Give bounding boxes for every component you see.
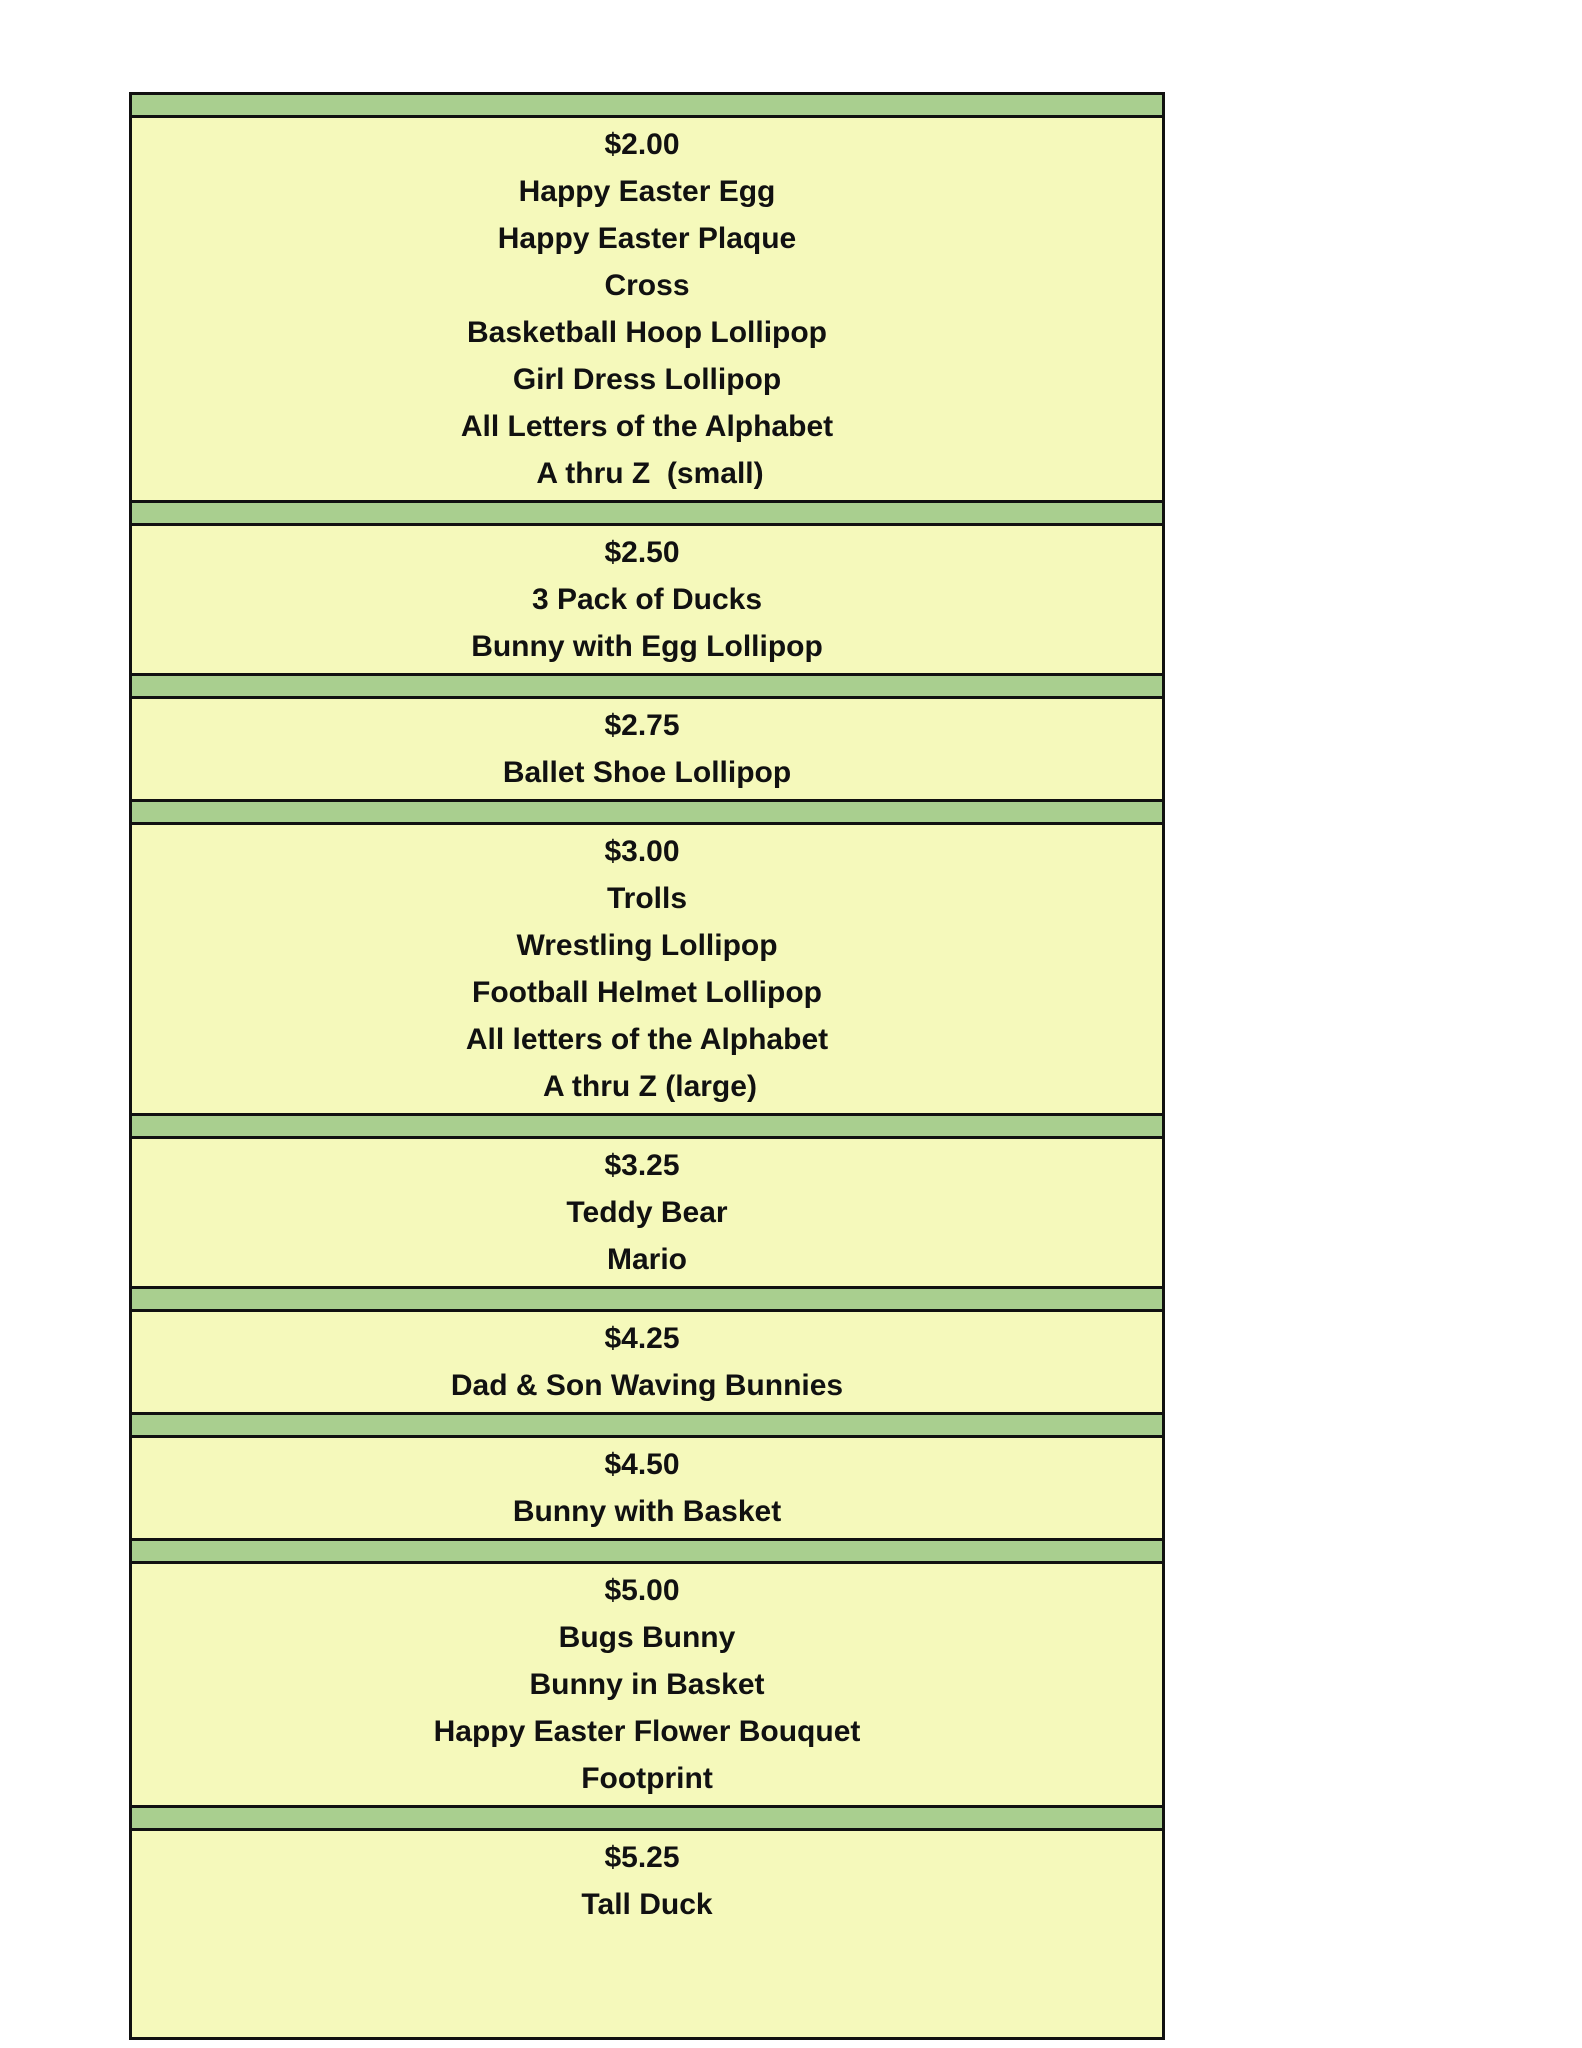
section-divider [132,1541,1162,1564]
item-name: Tall Duck [581,1888,713,1921]
item-name: Trolls [606,882,688,915]
item-name: Wrestling Lollipop [516,929,778,962]
item-name: A thru Z (large) [543,1070,757,1103]
section-divider [132,1415,1162,1438]
item-name: All Letters of the Alphabet [460,410,834,443]
price-list-table [129,92,1165,2040]
item-name: Dad & Son Waving Bunnies [450,1369,844,1402]
item-name: Ballet Shoe Lollipop [502,756,792,789]
section-divider [132,1808,1162,1831]
price-label: $2.50 [604,536,680,569]
price-section [132,1564,1162,1808]
section-divider [132,503,1162,526]
price-section [132,1438,1162,1541]
item-name: All letters of the Alphabet [465,1023,829,1056]
price-label: $5.25 [604,1841,680,1874]
section-divider [132,802,1162,825]
item-name: Happy Easter Egg [518,175,776,208]
section-divider [132,1289,1162,1312]
item-name: A thru Z (small) [536,457,764,490]
item-name: Basketball Hoop Lollipop [466,316,827,349]
price-section [132,825,1162,1116]
price-section [132,118,1162,503]
item-name: Bugs Bunny [558,1621,736,1654]
price-section [132,1831,1162,2037]
item-name: Footprint [581,1762,713,1795]
item-name: Bunny with Basket [512,1495,782,1528]
item-name: Bunny with Egg Lollipop [471,630,823,663]
price-label: $3.25 [604,1149,680,1182]
price-label: $5.00 [604,1574,680,1607]
price-label: $2.75 [604,709,680,742]
item-name: Bunny in Basket [529,1668,765,1701]
price-section [132,1312,1162,1415]
section-divider [132,676,1162,699]
price-label: $4.50 [604,1448,680,1481]
item-name: Cross [604,269,690,302]
price-section [132,526,1162,676]
price-label: $3.00 [604,835,680,868]
item-name: Football Helmet Lollipop [472,976,822,1009]
item-name: Mario [606,1243,687,1276]
item-name: Happy Easter Plaque [497,222,797,255]
item-name: Girl Dress Lollipop [512,363,782,396]
item-name: 3 Pack of Ducks [531,583,763,616]
section-divider [132,95,1162,118]
item-name: Happy Easter Flower Bouquet [433,1715,861,1748]
price-section [132,699,1162,802]
item-name: Teddy Bear [566,1196,728,1229]
price-section [132,1139,1162,1289]
price-label: $4.25 [604,1322,680,1355]
price-label: $2.00 [604,128,680,161]
section-divider [132,1116,1162,1139]
